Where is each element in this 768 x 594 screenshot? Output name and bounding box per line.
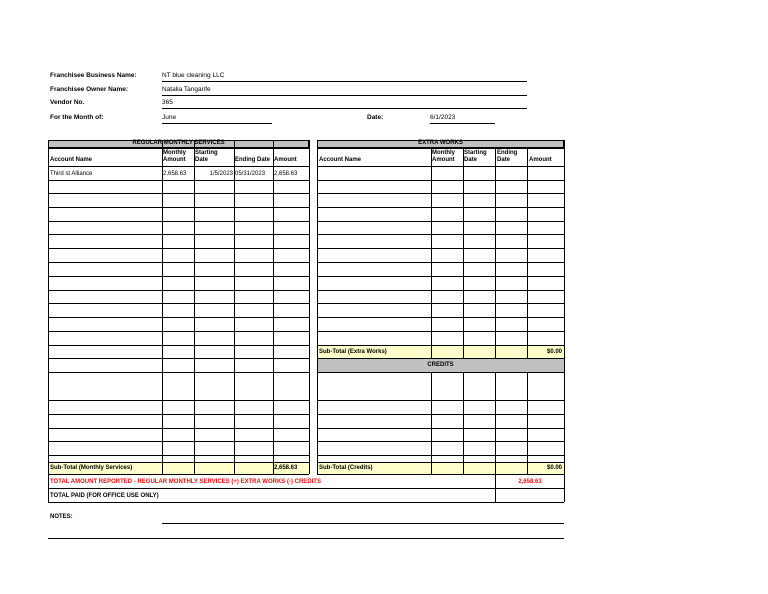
regular-row-start: 1/5/2023 [209, 171, 233, 177]
extra-col-monthly: Monthly [432, 150, 455, 156]
business-name-label: Franchisee Business Name: [50, 72, 137, 79]
regular-col-starting-2: Date [195, 157, 209, 163]
month-field[interactable]: June [162, 114, 272, 124]
extra-col-ending-2: Date [497, 157, 511, 163]
regular-row-monthly: 2,658.63 [163, 171, 187, 177]
extra-col-monthly-2: Amount [432, 157, 455, 163]
month-label: For the Month of: [50, 114, 104, 121]
business-name-field[interactable]: NT blue cleaning LLC [162, 72, 527, 82]
owner-name-label: Franchisee Owner Name: [50, 86, 129, 93]
extra-subtotal-label: Sub-Total (Extra Works) [319, 349, 387, 355]
regular-col-ending: Ending Date [235, 157, 271, 163]
regular-row-account: Third st Alliance [50, 171, 93, 177]
extra-col-starting-2: Date [464, 157, 478, 163]
extra-col-starting: Starting [464, 150, 487, 156]
extra-title: EXTRA WORKS [418, 140, 463, 146]
notes-field[interactable] [162, 514, 564, 523]
regular-col-amount: Amount [274, 157, 297, 163]
regular-col-monthly-2: Amount [163, 157, 186, 163]
date-field[interactable]: 6/1/2023 [430, 114, 495, 124]
regular-title: REGULAR MONTHLY SERVICES [132, 140, 225, 146]
vendor-label: Vendor No. [50, 99, 85, 106]
total-reported-value: 2,658.63 [518, 479, 542, 485]
regular-row-amount: 2,658.63 [274, 171, 298, 177]
credits-title: CREDITS [427, 362, 454, 368]
owner-name-field[interactable]: Natalia Tangarife [162, 86, 527, 96]
total-paid-label[interactable]: TOTAL PAID (FOR OFFICE USE ONLY) [50, 493, 159, 499]
regular-row-end: 05/31/2023 [235, 171, 266, 177]
regular-col-starting: Starting [195, 150, 218, 156]
regular-subtotal-value: 2,658.63 [274, 465, 298, 471]
notes-label: NOTES: [50, 514, 73, 520]
total-reported-label: TOTAL AMOUNT REPORTED - REGULAR MONTHLY SERVICES (+) EXTRA WORKS (-) CREDITS [50, 479, 321, 485]
extra-col-account: Account Name [319, 157, 362, 163]
extra-col-amount: Amount [529, 157, 552, 163]
credits-subtotal-label: Sub-Total (Credits) [319, 465, 373, 471]
regular-col-monthly: Monthly [163, 150, 186, 156]
date-label: Date: [367, 114, 384, 121]
extra-col-ending: Ending [497, 150, 518, 156]
vendor-field[interactable]: 365 [162, 99, 527, 109]
credits-subtotal-value: $0.00 [546, 465, 562, 471]
regular-col-account: Account Name [50, 157, 93, 163]
extra-subtotal-value: $0.00 [546, 349, 562, 355]
regular-subtotal-label: Sub-Total (Monthly Services) [50, 465, 133, 471]
